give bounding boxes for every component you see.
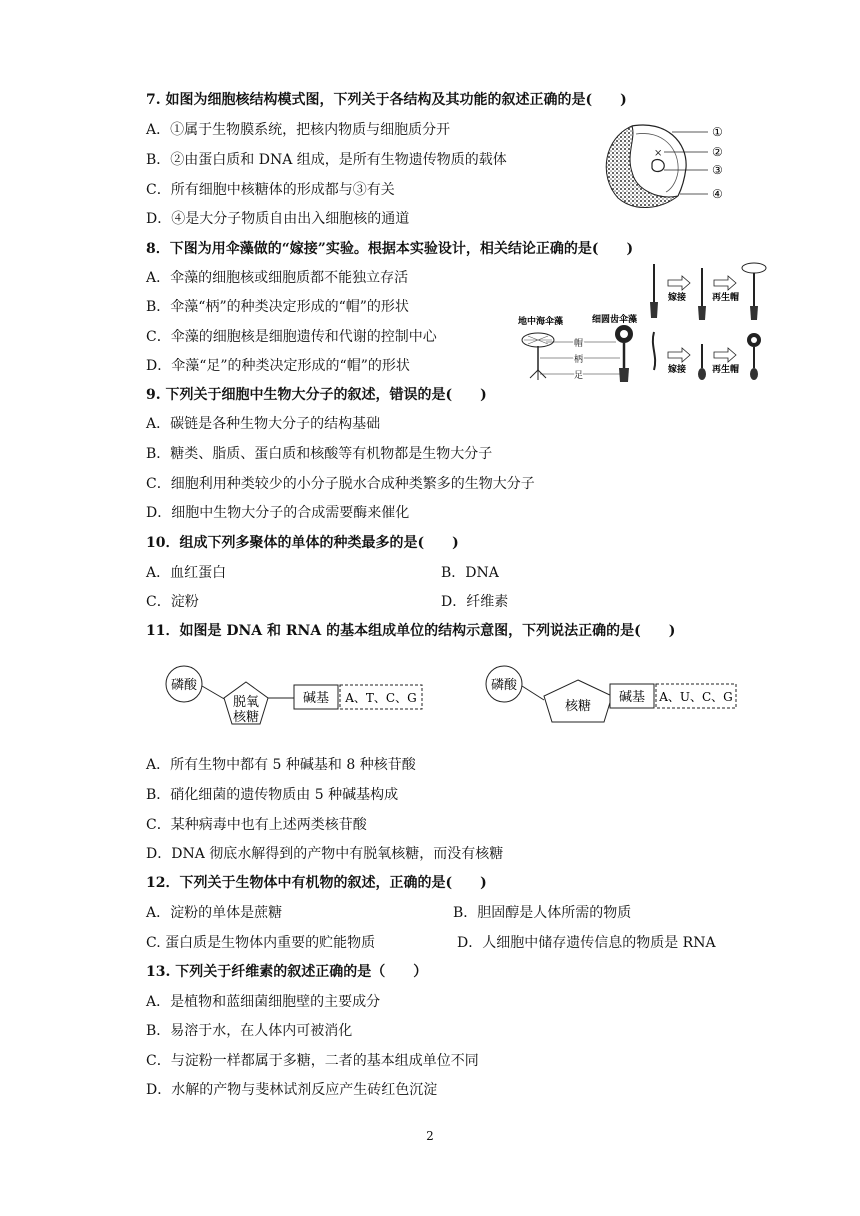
q8-option-d: D．伞藻“足”的种类决定形成的“帽”的形状 — [146, 358, 410, 374]
q10-option-c: C．淀粉 — [146, 594, 199, 610]
page-number: 2 — [426, 1129, 434, 1143]
q13-option-b: B．易溶于水，在人体内可被消化 — [146, 1023, 353, 1039]
q10-option-d: D．纤维素 — [441, 594, 509, 610]
q7-option-d: D．④是大分子物质自由出入细胞核的通道 — [146, 211, 410, 227]
nucleus-figure — [596, 120, 736, 212]
q11-option-b: B．硝化细菌的遗传物质由 5 种碱基构成 — [146, 787, 399, 803]
nucleus-label-1: ① — [712, 125, 723, 139]
dna-phosphate-label: 磷酸 — [170, 678, 198, 693]
label-cap: 帽 — [574, 339, 584, 349]
q11-stem: 11．如图是 DNA 和 RNA 的基本组成单位的结构示意图，下列说法正确的是( ) — [146, 623, 676, 639]
q12-stem: 12．下列关于生物体中有机物的叙述，正确的是( ) — [146, 875, 487, 891]
dna-sugar-label-1: 脱氧 — [232, 695, 260, 710]
q13-stem: 13. 下列关于纤维素的叙述正确的是（ ） — [146, 964, 428, 980]
q9-option-d: D．细胞中生物大分子的合成需要酶来催化 — [146, 505, 410, 521]
q11-option-c: C．某种病毒中也有上述两类核苷酸 — [146, 817, 367, 833]
nucleus-label-3: ③ — [712, 163, 723, 177]
q12-option-d: D．人细胞中储存遗传信息的物质是 RNA — [457, 935, 716, 951]
dna-base-label: 碱基 — [302, 691, 330, 706]
q11-option-a: A．所有生物中都有 5 种碱基和 8 种核苷酸 — [146, 757, 416, 773]
q9-option-c: C．细胞利用种类较少的小分子脱水合成种类繁多的生物大分子 — [146, 476, 535, 492]
nucleus-label-4: ④ — [712, 187, 723, 201]
svg-text:×: × — [654, 148, 663, 159]
dna-bases-list: A、T、C、G — [345, 691, 417, 705]
q8-option-b: B．伞藻“柄”的种类决定形成的“帽”的形状 — [146, 299, 409, 315]
q9-option-a: A．碳链是各种生物大分子的结构基础 — [146, 416, 381, 432]
q10-stem: 10．组成下列多聚体的单体的种类最多的是( ) — [146, 535, 459, 551]
q12-option-a: A．淀粉的单体是蔗糖 — [146, 905, 283, 921]
q7-option-c: C．所有细胞中核糖体的形成都与③有关 — [146, 182, 395, 198]
rna-sugar-label: 核糖 — [564, 699, 592, 714]
q13-option-c: C．与淀粉一样都属于多糖，二者的基本组成单位不同 — [146, 1053, 479, 1069]
q8-option-a: A．伞藻的细胞核或细胞质都不能独立存活 — [146, 270, 409, 286]
q8-option-c: C．伞藻的细胞核是细胞遗传和代谢的控制中心 — [146, 329, 437, 345]
q12-option-c: C. 蛋白质是生物体内重要的贮能物质 — [146, 935, 376, 951]
q8-stem: 8．下图为用伞藻做的“嫁接”实验。根据本实验设计，相关结论正确的是( ) — [146, 241, 634, 257]
rna-bases-list: A、U、C、G — [659, 690, 733, 704]
q10-option-b: B．DNA — [441, 565, 499, 581]
q9-option-b: B．糖类、脂质、蛋白质和核酸等有机物都是生物大分子 — [146, 446, 493, 462]
label-crenulata: 细圆齿伞藻 — [592, 315, 638, 325]
q7-option-b: B．②由蛋白质和 DNA 组成，是所有生物遗传物质的载体 — [146, 152, 507, 168]
dna-sugar-label-2: 核糖 — [232, 710, 260, 725]
q7-stem: 7. 如图为细胞核结构模式图，下列关于各结构及其功能的叙述正确的是( ) — [146, 92, 627, 108]
label-mediterranea: 地中海伞藻 — [518, 317, 564, 327]
rna-phosphate-label: 磷酸 — [490, 678, 518, 693]
q9-stem: 9. 下列关于细胞中生物大分子的叙述，错误的是( ) — [146, 387, 487, 403]
nucleus-label-2: ② — [712, 145, 723, 159]
q13-option-a: A．是植物和蓝细菌细胞壁的主要成分 — [146, 994, 381, 1010]
nucleotide-figure — [160, 660, 740, 732]
label-graft-top: 嫁接 — [668, 293, 687, 303]
q12-option-b: B．胆固醇是人体所需的物质 — [453, 905, 632, 921]
q11-option-d: D．DNA 彻底水解得到的产物中有脱氧核糖，而没有核糖 — [146, 846, 504, 862]
label-regrow-top: 再生帽 — [712, 293, 740, 303]
q10-option-a: A．血红蛋白 — [146, 565, 227, 581]
label-stalk: 柄 — [574, 355, 584, 365]
label-graft-bottom: 嫁接 — [668, 365, 687, 375]
label-regrow-bottom: 再生帽 — [712, 365, 740, 375]
q7-option-a: A．①属于生物膜系统，把核内物质与细胞质分开 — [146, 122, 451, 138]
rna-base-label: 碱基 — [618, 690, 646, 705]
q13-option-d: D．水解的产物与斐林试剂反应产生砖红色沉淀 — [146, 1082, 438, 1098]
label-foot: 足 — [574, 371, 584, 381]
acetabularia-figure — [516, 260, 776, 388]
